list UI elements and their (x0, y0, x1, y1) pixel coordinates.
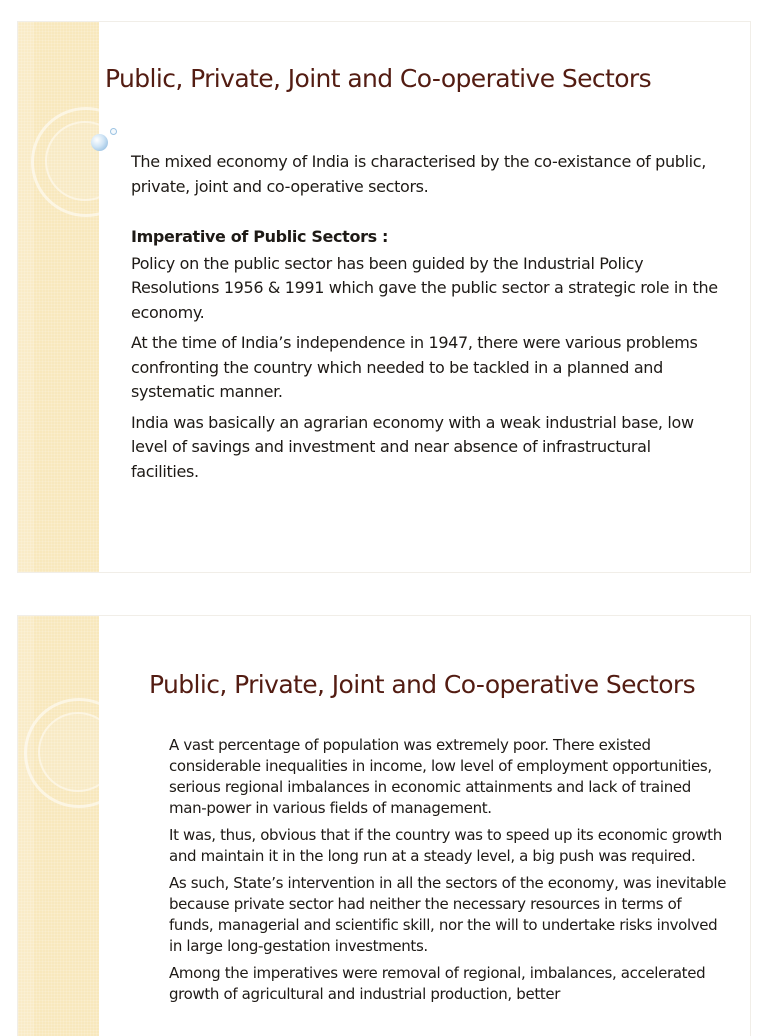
intro-paragraph: The mixed economy of India is characterised by the co-existance of public, private, joint and co-operative sectors. (131, 152, 706, 196)
sidebar-band (18, 616, 34, 1036)
body-paragraph: A vast percentage of population was extremely poor. There existed considerable inequalities in income, low level of employment opportunities, serious regional imbalances in economic attainments and lack of trained man-power in various fields of management. (169, 736, 712, 817)
sidebar-band (18, 22, 34, 572)
bubble-icon (91, 134, 108, 151)
slide-title: Public, Private, Joint and Co-operative Sectors (105, 64, 652, 93)
slide-body (169, 735, 729, 1011)
body-paragraph: At the time of India’s independence in 1947, there were various problems confronting the country which needed to be tackled in a planned and systematic manner. (131, 333, 698, 401)
body-paragraph: As such, State’s intervention in all the sectors of the economy, was inevitable because private sector had neither the necessary resources in terms of funds, managerial and scientific skill, nor the will to undertake risks involved in large long-gestation investments. (169, 874, 727, 955)
decorative-sidebar (18, 22, 99, 572)
slide-2 (18, 616, 750, 1036)
body-paragraph: Policy on the public sector has been guided by the Industrial Policy Resolutions 1956 & 1991 which gave the public sector a strategic role in the economy. (131, 253, 718, 322)
slide-title: Public, Private, Joint and Co-operative Sectors (149, 670, 696, 699)
body-paragraph: Among the imperatives were removal of regional, imbalances, accelerated growth of agricultural and industrial production, better (169, 964, 706, 1003)
slide-body (131, 150, 721, 490)
decorative-ring-inner (38, 712, 118, 792)
body-paragraph: It was, thus, obvious that if the country was to speed up its economic growth and maintain it in the long run at a steady level, a big push was required. (169, 826, 722, 865)
small-bubble-icon (110, 128, 117, 135)
decorative-sidebar (18, 616, 99, 1036)
body-paragraph: India was basically an agrarian economy with a weak industrial base, low level of savings and investment and near absence of infrastructural facilities. (131, 412, 694, 481)
slide-1 (18, 22, 750, 572)
section-heading: Imperative of Public Sectors : (131, 227, 389, 246)
